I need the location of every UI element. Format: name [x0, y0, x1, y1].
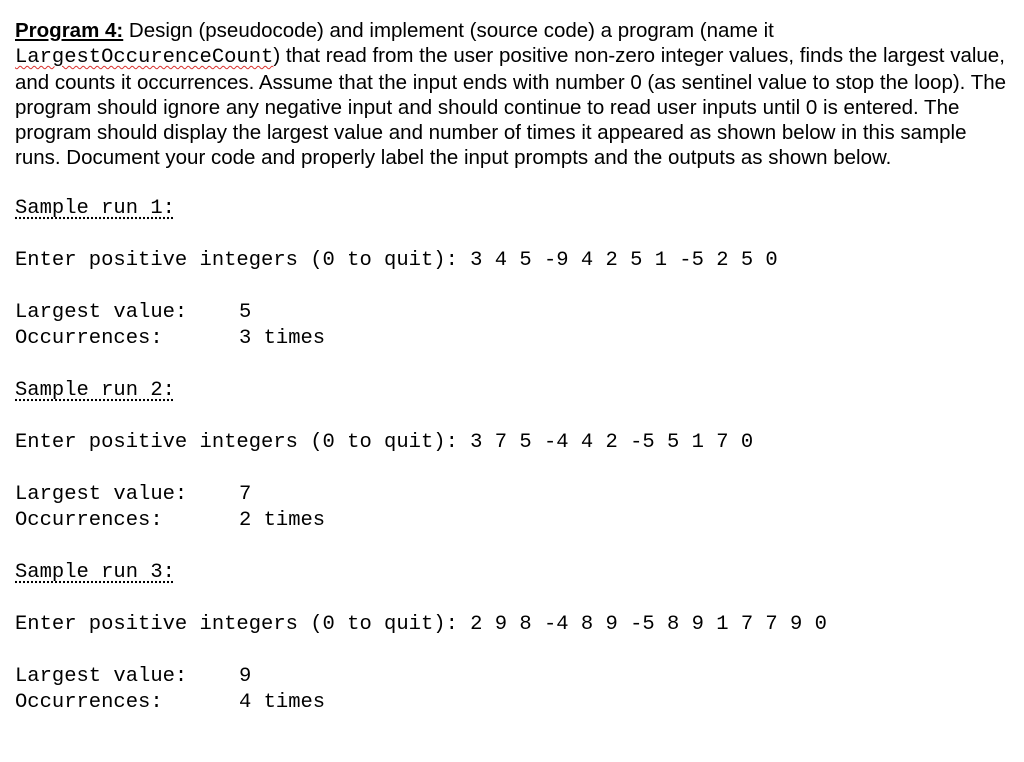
sample-run-2 — [15, 378, 1010, 534]
program-name: LargestOccurenceCount — [15, 46, 274, 69]
document-page — [15, 18, 1010, 716]
sample-run-1 — [15, 196, 1010, 352]
run-prompt: Enter positive integers (0 to quit): 2 9 8 -4 8 9 -5 8 9 1 7 7 9 0 — [15, 613, 827, 636]
largest-value-row — [15, 664, 1010, 690]
largest-value-row — [15, 482, 1010, 508]
largest-value-label: Largest value: — [15, 483, 188, 506]
sample-run-3 — [15, 560, 1010, 716]
occurrences-label: Occurrences: — [15, 691, 163, 714]
run-title: Sample run 1: — [15, 197, 175, 220]
occurrences-label: Occurrences: — [15, 509, 163, 532]
run-title: Sample run 3: — [15, 561, 175, 584]
largest-value: 7 — [239, 483, 252, 506]
description-text-before: Design (pseudocode) and implement (source code) a program (name it — [123, 19, 774, 42]
occurrences-value: 3 times — [239, 327, 326, 350]
occurrences-value: 4 times — [239, 691, 326, 714]
largest-value-label: Largest value: — [15, 301, 188, 324]
program-label: Program 4: — [15, 19, 124, 42]
description-text-after: ) that read from the user positive non-zero integer values, finds the largest value, and counts it occurrences. Assume that the input ends with number 0 (as sentinel value to stop the loop). The program should ignore any negative input and should continue to read user inputs until 0 is entered. The program should display the largest value and number of times it appeared as shown below in this sample runs. Document your code and properly label the input prompts and the outputs as shown below. — [15, 44, 1007, 169]
run-prompt: Enter positive integers (0 to quit): 3 4 5 -9 4 2 5 1 -5 2 5 0 — [15, 249, 778, 272]
run-prompt: Enter positive integers (0 to quit): 3 7 5 -4 4 2 -5 5 1 7 0 — [15, 431, 754, 454]
run-title: Sample run 2: — [15, 379, 175, 402]
occurrences-row — [15, 690, 1010, 716]
largest-value: 5 — [239, 301, 252, 324]
occurrences-value: 2 times — [239, 509, 326, 532]
occurrences-row — [15, 326, 1010, 352]
largest-value-label: Largest value: — [15, 665, 188, 688]
largest-value-row — [15, 300, 1010, 326]
occurrences-label: Occurrences: — [15, 327, 163, 350]
occurrences-row — [15, 508, 1010, 534]
largest-value: 9 — [239, 665, 252, 688]
assignment-description — [15, 18, 1010, 170]
